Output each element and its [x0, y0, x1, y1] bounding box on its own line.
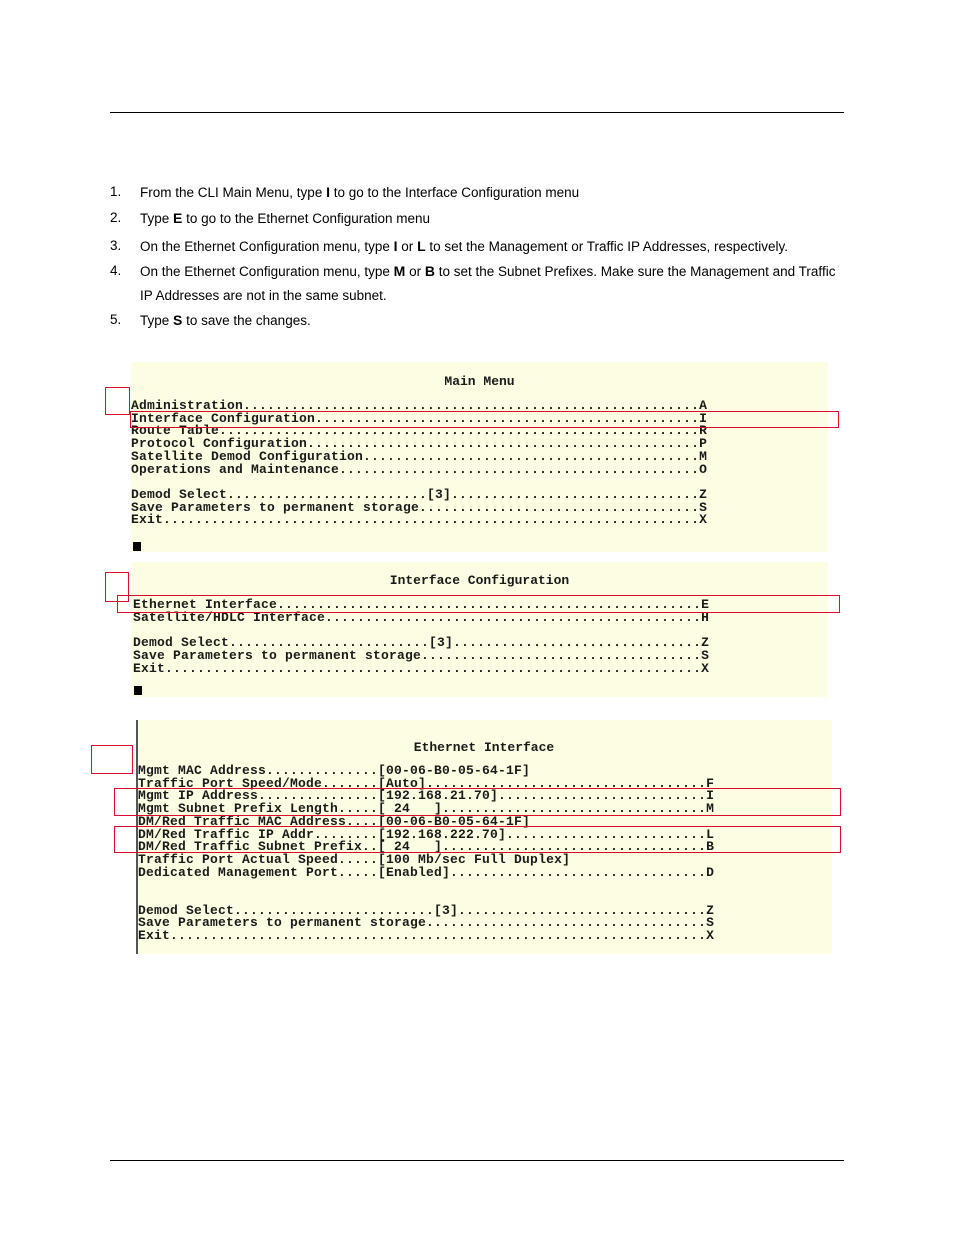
step-text-part: On the Ethernet Configuration menu, type	[140, 264, 394, 279]
menu-line: Exit...................................................................X	[138, 928, 715, 944]
header-rule	[110, 112, 844, 113]
step-text-part: to go to the Ethernet Configuration menu	[182, 211, 431, 226]
menu-line: Administration.........................................................A	[131, 398, 708, 413]
menu-line: Dedicated Management Port.....[Enabled]................................D	[138, 864, 715, 880]
key-command: I	[326, 184, 330, 200]
ethernet-menu-title: Ethernet Interface	[413, 740, 555, 755]
menu-line: Demod Select.........................[3]...............................Z	[138, 902, 715, 918]
menu-line: Save Parameters to permanent storage...................................S	[133, 647, 710, 663]
step-number: 3.	[110, 238, 122, 253]
step-number: 5.	[110, 312, 122, 327]
highlight-interface-configuration	[130, 411, 839, 428]
menu-line: Satellite/HDLC Interface...............................................H	[133, 609, 710, 625]
menu-line: DM/Red Traffic Subnet Prefix..[ 24 ].................................B	[138, 839, 715, 855]
key-command: I	[393, 238, 398, 254]
step-text-part: Type	[140, 211, 174, 226]
step-text	[140, 206, 840, 231]
highlight-mgmt-ip	[114, 788, 841, 816]
menu-line: Ethernet Interface.....................................................E	[133, 597, 710, 612]
step-text	[140, 308, 840, 333]
step-text-part: From the CLI Main Menu, type	[140, 185, 327, 200]
menu-line: Traffic Port Actual Speed.....[100 Mb/sec Full Duplex]	[138, 851, 571, 867]
menu-line: Mgmt Subnet Prefix Length.....[ 24 ].................................M	[138, 801, 715, 817]
step-marker-box	[105, 387, 130, 415]
menu-line: DM/Red Traffic IP Addr........[192.168.222.70].........................L	[138, 826, 715, 842]
key-command: S	[173, 312, 183, 328]
step-text-part: to set the Management or Traffic IP Addresses, respectively.	[425, 239, 789, 254]
key-command: L	[417, 238, 426, 254]
step-number: 1.	[110, 184, 122, 199]
terminal-cursor	[134, 686, 142, 695]
main-menu-title: Main Menu	[444, 374, 515, 389]
highlight-traffic-ip	[114, 826, 841, 853]
step-text-part: or	[397, 239, 418, 254]
step-text-part: On the Ethernet Configuration menu, type	[140, 239, 394, 254]
step-number: 4.	[110, 263, 122, 278]
menu-line: DM/Red Traffic MAC Address....[00-06-B0-05-64-1F]	[138, 813, 531, 829]
step-text-part: to go to the Interface Configuration menu	[329, 185, 580, 200]
step-number: 2.	[110, 210, 122, 225]
menu-line: Save Parameters to permanent storage...................................S	[138, 915, 715, 931]
menu-line: Exit...................................................................X	[133, 660, 710, 676]
menu-line: Operations and Maintenance.............................................O	[131, 461, 708, 477]
menu-line: Mgmt MAC Address..............[00-06-B0-05-64-1F]	[138, 763, 531, 778]
menu-line: Traffic Port Speed/Mode.......[Auto]...................................F	[138, 775, 715, 791]
menu-line: Satellite Demod Configuration..........................................M	[131, 448, 708, 464]
menu-line: Interface Configuration................................................I	[131, 410, 708, 426]
highlight-ethernet-interface	[117, 595, 840, 613]
footer-rule	[110, 1160, 844, 1161]
menu-line: Demod Select.........................[3]...............................Z	[133, 635, 710, 651]
key-command: M	[393, 263, 406, 279]
menu-line: Save Parameters to permanent storage...................................S	[131, 499, 708, 515]
step-marker-box	[91, 745, 133, 774]
terminal-cursor	[133, 542, 141, 551]
menu-line: Protocol Configuration.................................................P	[131, 436, 708, 452]
menu-line: Route Table............................................................R	[131, 423, 708, 439]
main-menu-screenshot	[131, 362, 828, 552]
key-command: B	[424, 263, 435, 279]
step-text-part: Type	[140, 313, 174, 328]
menu-line: Mgmt IP Address...............[192.168.21.70]..........................I	[138, 788, 715, 804]
step-text	[140, 259, 840, 308]
step-text-part: to set the Subnet Prefixes. Make sure the Management and Traffic IP Addresses are not in the same subnet.	[140, 264, 836, 303]
interface-menu-screenshot	[131, 562, 828, 697]
step-text-part: to save the changes.	[182, 313, 311, 328]
menu-line: Demod Select.........................[3]...............................Z	[131, 486, 708, 502]
step-text-part: or	[405, 264, 425, 279]
interface-menu-title: Interface Configuration	[389, 573, 570, 588]
menu-line: Exit...................................................................X	[131, 512, 708, 528]
key-command: E	[173, 210, 183, 226]
step-text	[140, 180, 840, 205]
step-text	[140, 234, 840, 259]
